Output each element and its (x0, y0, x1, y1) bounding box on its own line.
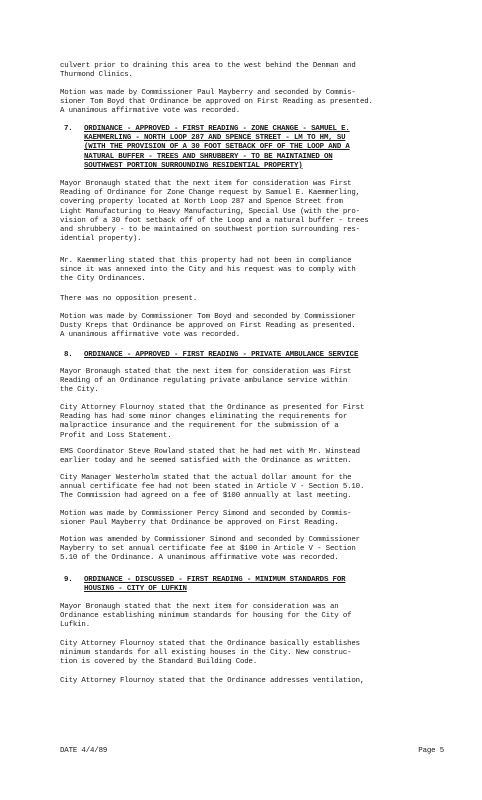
text-line: vision of a 30 foot setback off of the Loop and a natural buffer - trees (60, 216, 369, 225)
text-line: Reading has had some minor changes eliminating the requirements for (60, 413, 348, 422)
heading-line: SOUTHWEST PORTION SURROUNDING RESIDENTIAL PROPERTY) (84, 161, 303, 170)
text-line: 5.10 of the Ordinance. A unanimous affirmative vote was recorded. (60, 554, 339, 563)
text-line: A unanimous affirmative vote was recorded. (60, 331, 240, 340)
text-line: Motion was made by Commissioner Percy Simond and seconded by Commis- (60, 510, 352, 518)
text-line: annual certificate fee had not been stated in Article V - Section 5.10. (60, 483, 365, 492)
heading-line: NATURAL BUFFER - TREES AND SHRUBBERY - TO BE MAINTAINED ON (84, 152, 333, 161)
agenda-item-9-heading (60, 576, 448, 594)
text-line: EMS Coordinator Steve Rowland stated that he had met with Mr. Winstead (60, 448, 360, 456)
text-line: City Attorney Flournoy stated that the Ordinance as presented for First (60, 404, 365, 412)
text-line: Light Manufacturing to Heavy Manufacturing, Special Use (with the pro- (60, 207, 360, 216)
footer-page-number: Page 5 (418, 747, 444, 755)
text-line: Motion was made by Commissioner Tom Boyd and seconded by Commissioner (60, 313, 356, 321)
text-line: Profit and Loss Statement. (60, 431, 172, 440)
text-line: Ordinance establishing minimum standards for housing for the City of (60, 612, 352, 621)
text-line: Dusty Kreps that Ordinance be approved on First Reading as presented. (60, 322, 356, 331)
text-line: and shrubbery - to be maintained on southwest portion surrounding res- (60, 226, 360, 235)
text-line: since it was annexed into the City and his request was to comply with (60, 266, 356, 275)
text-line: Motion was made by Commissioner Paul Mayberry and seconded by Commis- (60, 89, 356, 97)
text-line: Lufkin. (60, 621, 90, 630)
heading-line: HOUSING - CITY OF LUFKIN (84, 585, 187, 594)
text-line: Reading of Ordinance for Zone Change request by Samuel E. Kaemmerling, (60, 189, 360, 198)
agenda-item-7-heading (60, 125, 448, 171)
item-number: 8. (64, 351, 73, 359)
text-line: Mayor Bronaugh stated that the next item for consideration was First (60, 180, 352, 188)
text-line: culvert prior to draining this area to the west behind the Denman and (60, 62, 356, 70)
paragraph-continuation (60, 62, 444, 80)
kaemmerling-statement-paragraph (60, 257, 444, 285)
heading-line: KAEMMERLING - NORTH LOOP 287 AND SPENCE STREET - LM TO HM, SU (84, 134, 346, 143)
mayor-statement-paragraph (60, 368, 444, 396)
text-line: earlier today and he seemed satisfied with the Ordinance as written. (60, 457, 352, 466)
amendment-paragraph (60, 536, 444, 564)
text-line: The Commission had agreed on a fee of $100 annually at last meeting. (60, 492, 352, 501)
text-line: Mayor Bronaugh stated that the next item for consideration was First (60, 368, 352, 376)
text-line: malpractice insurance and the requirement for the submission of a (60, 422, 339, 431)
mayor-statement-paragraph (60, 603, 444, 631)
text-line: Motion was amended by Commissioner Simond and seconded by Commissioner (60, 536, 360, 544)
motion-paragraph (60, 510, 444, 528)
text-line: City Manager Westerholm stated that the actual dollar amount for the (60, 474, 352, 482)
text-line: sioner Paul Mayberry that Ordinance be approved on First Reading. (60, 519, 339, 528)
text-line: Reading of an Ordinance regulating private ambulance service within (60, 377, 348, 386)
text-line: City Attorney Flournoy stated that the Ordinance basically establishes (60, 640, 360, 648)
attorney-statement-paragraph (60, 677, 444, 686)
text-line: the City. (60, 386, 99, 395)
text-line: Mayor Bronaugh stated that the next item for consideration was an (60, 603, 339, 611)
item-number: 9. (64, 576, 73, 584)
ems-statement-paragraph (60, 448, 444, 466)
heading-line: ORDINANCE - DISCUSSED - FIRST READING - MINIMUM STANDARDS FOR (84, 576, 346, 584)
text-line: City Attorney Flournoy stated that the Ordinance addresses ventilation, (60, 677, 365, 685)
text-line: tion is covered by the Standard Building Code. (60, 658, 258, 667)
attorney-statement-paragraph (60, 640, 444, 668)
text-line: idential property). (60, 235, 142, 244)
heading-line: ORDINANCE - APPROVED - FIRST READING - ZONE CHANGE - SAMUEL E. (84, 125, 350, 133)
heading-line: (WITH THE PROVISION OF A 30 FOOT SETBACK OFF OF THE LOOP AND A (84, 143, 350, 152)
text-line: Mayberry to set annual certificate fee at $100 in Article V - Section (60, 545, 356, 554)
text-line: A unanimous affirmative vote was recorded. (60, 107, 240, 116)
manager-statement-paragraph (60, 474, 444, 502)
text-line: Thurmond Clinics. (60, 71, 133, 80)
text-line: sioner Tom Boyd that Ordinance be approved on First Reading as presented. (60, 98, 373, 107)
text-line: Mr. Kaemmerling stated that this property had not been in compliance (60, 257, 352, 265)
text-line: There was no opposition present. (60, 295, 198, 303)
agenda-item-8-heading (60, 351, 448, 360)
text-line: the City Ordinances. (60, 275, 146, 284)
footer-date: DATE 4/4/89 (60, 747, 108, 755)
motion-paragraph (60, 89, 444, 117)
text-line: minimum standards for all existing houses in the City. New construc- (60, 649, 352, 658)
heading-line: ORDINANCE - APPROVED - FIRST READING - PRIVATE AMBULANCE SERVICE (84, 351, 359, 359)
opposition-paragraph (60, 295, 444, 304)
attorney-statement-paragraph (60, 404, 444, 441)
motion-paragraph (60, 313, 444, 341)
item-number: 7. (64, 125, 73, 133)
mayor-statement-paragraph (60, 180, 444, 244)
text-line: covering property located at North Loop 287 and Spence Street from (60, 198, 343, 207)
